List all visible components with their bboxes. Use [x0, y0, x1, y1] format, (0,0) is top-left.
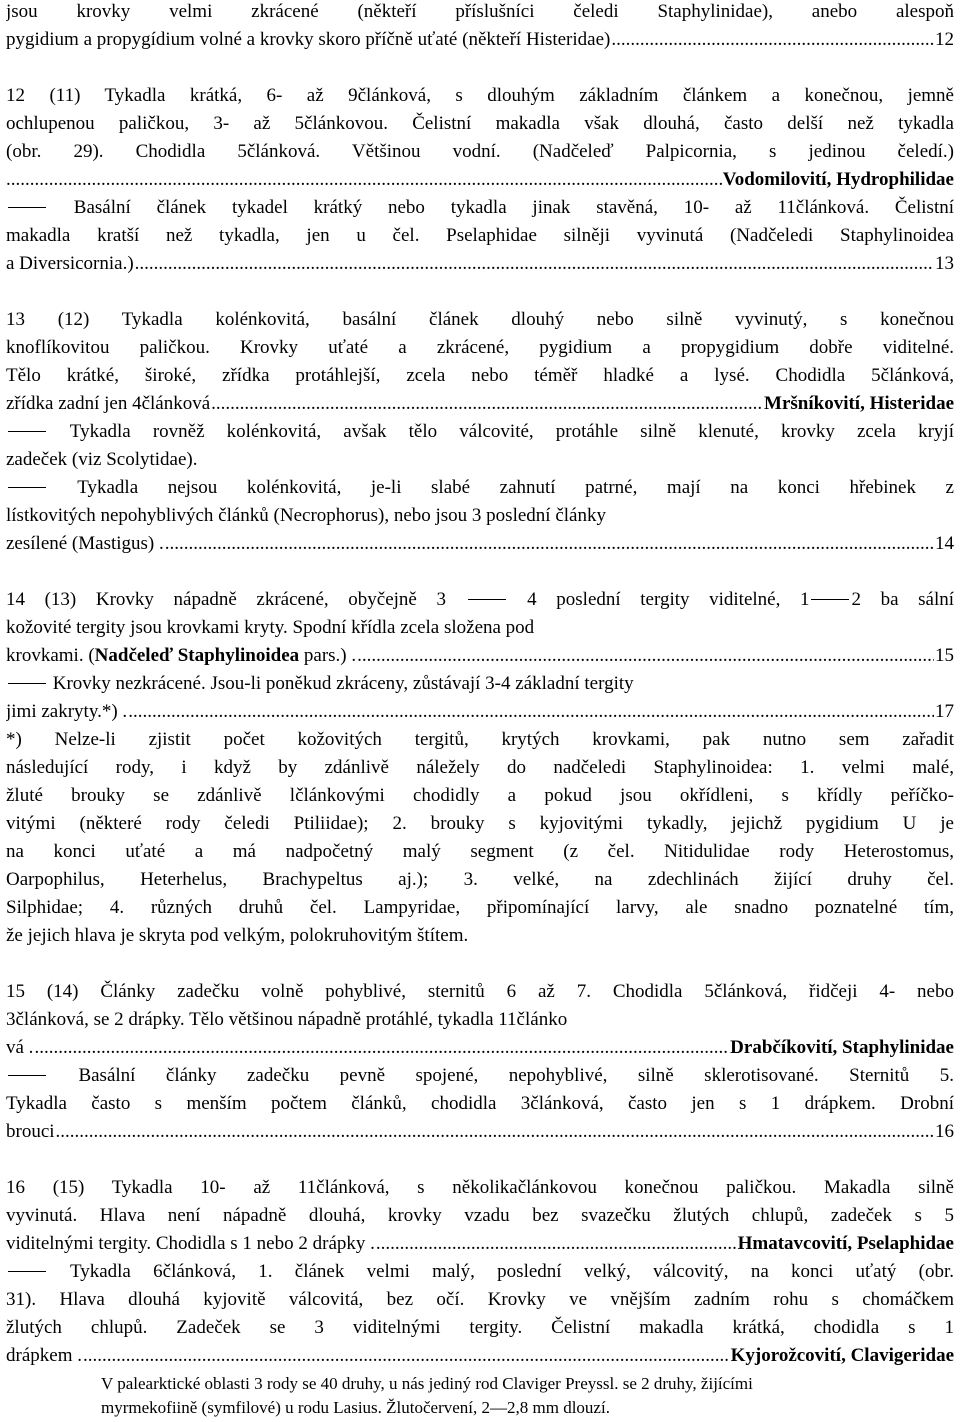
text-line: žlutých chlupů. Zadeček se 3 viditelnými tergity. Čelistní makadla krátká, chodidla s 1 [6, 1317, 954, 1338]
dash-mark [8, 487, 46, 488]
text-line: zadeček (viz Scolytidae). [6, 449, 198, 470]
text-line: Krovky nezkrácené. Jsou-li poněkud zkráceny, zůstávají 3-4 základní tergity [6, 670, 954, 698]
key-line: pygidium a propygídium volné a krovky skoro příčně uťaté (někteří Histeridae) ..... 12 [6, 26, 954, 54]
dash-mark [468, 599, 506, 600]
text-line: Tělo krátké, široké, zřídka protáhlejší, zcela nebo téměř hladké a lysé. Chodidla 5článková, [6, 365, 954, 386]
text-line: vyvinutá. Hlava není nápadně dlouhá, krovky vzadu bez svazečku žlutých chlupů, zadeček s 5 [6, 1205, 954, 1226]
text-line: že jejich hlava je skryta pod velkým, polokruhovitým štítem. [6, 925, 469, 946]
couplet-reference: 16 [935, 1121, 954, 1142]
text-line: vitými (některé rody čeledi Ptiliidae); 2. brouky s kyjovitými tykadly, jejichž pygidium U je [6, 813, 954, 834]
key-line: vá . ..... Drabčíkovití, Staphylinidae [6, 1034, 954, 1062]
key-line: krovkami. ( Nadčeleď Staphylinoidea pars.) . ..... 15 [6, 642, 954, 670]
couplet-15: 15 (14) Články zadečku volně pohyblivé, sternitů 6 až 7. Chodidla 5článková, řidčeji 4- nebo [6, 981, 954, 1002]
text-line: Tykadla 6článková, 1. článek velmi malý, poslední velký, válcovitý, na konci uťatý (obr. [6, 1258, 954, 1286]
couplet-reference: 17 [935, 701, 954, 722]
footnote-text: *) Nelze-li zjistit počet kožovitých tergitů, krytých krovkami, pak nutno sem zařadit [6, 729, 954, 750]
text-line: Basální články zadečku pevně spojené, nepohyblivé, silně sklerotisované. Sternitů 5. [6, 1062, 954, 1090]
dash-mark [8, 1075, 46, 1076]
text-line: Tykadla rovněž kolénkovitá, avšak tělo válcovité, protáhle silně klenuté, krovky zcela kryjí [6, 418, 954, 446]
couplet-reference: 15 [935, 645, 954, 666]
text-line: (obr. 29). Chodidla 5článková. Většinou vodní. (Nadčeleď Palpicornia, s jedinou čeledí.) [6, 141, 954, 162]
text-line: na konci uťaté a má nadpočetný malý segment (z čel. Nitidulidae rody Heterostomus, [6, 841, 954, 862]
family-name: Mršníkovití, Histeridae [764, 393, 954, 414]
text-line: ochlupenou paličkou, 3- až 5článkovou. Čelistní makadla však dlouhá, často delší než tykadla [6, 113, 954, 134]
note-line: myrmekofiině (symfilové) u rodu Lasius. Žlutočervení, 2—2,8 mm dlouzí. [101, 1398, 610, 1417]
key-line: brouci ..... 16 [6, 1118, 954, 1146]
text-line: Basální článek tykadel krátký nebo tykadla jinak stavěná, 10- až 11článková. Čelistní [6, 194, 954, 222]
text-line: Oarpophilus, Heterhelus, Brachypeltus aj.); 3. velké, na zdechlinách žijící druhy čel. [6, 869, 954, 890]
dash-mark [8, 207, 46, 208]
text-line: jsou krovky velmi zkrácené (někteří příslušníci čeledi Staphylinidae), anebo alespoň [6, 1, 954, 22]
couplet-16: 16 (15) Tykadla 10- až 11článková, s několikačlánkovou konečnou paličkou. Makadla silně [6, 1177, 954, 1198]
couplet-reference: 14 [935, 533, 954, 554]
couplet-reference: 13 [935, 253, 954, 274]
text-line: kožovité tergity jsou krovkami kryty. Spodní křídla zcela složena pod [6, 617, 535, 638]
text-line: Silphidae; 4. různých druhů čel. Lampyridae, připomínající larvy, ale snadno poznatelné tím, [6, 897, 954, 918]
family-name: Vodomilovití, Hydrophilidae [722, 169, 954, 190]
key-line: drápkem . ..... Kyjorožcovití, Clavigeridae [6, 1342, 954, 1370]
key-line [6, 166, 954, 194]
couplet-12: 12 (11) Tykadla krátká, 6- až 9článková, s dlouhým základním článkem a konečnou, jemně [6, 85, 954, 106]
family-name: Kyjorožcovití, Clavigeridae [730, 1345, 954, 1366]
couplet-13: 13 (12) Tykadla kolénkovitá, basální článek dlouhý nebo silně vyvinutý, s konečnou [6, 309, 954, 330]
key-line: zřídka zadní jen 4článková ..... Mršníkovití, Histeridae [6, 390, 954, 418]
dash-mark [811, 599, 849, 600]
text-line: knoflíkovitou paličkou. Krovky uťaté a zkrácené, pygidium a propygidium dobře viditelné. [6, 337, 954, 358]
note-line: V palearktické oblasti 3 rody se 40 druhy, u nás jediný rod Claviger Preyssl. se 2 druhy, žijícími [101, 1374, 753, 1393]
couplet-reference: 12 [935, 29, 954, 50]
family-name: Drabčíkovití, Staphylinidae [730, 1037, 954, 1058]
dash-mark [8, 1271, 46, 1272]
dash-mark [8, 431, 46, 432]
couplet-14: 14 (13) Krovky nápadně zkrácené, obyčejně 3 4 poslední tergity viditelné, 1 2 ba sální [6, 589, 954, 610]
text-line: makadla kratší než tykadla, jen u čel. Pselaphidae silněji vyvinutá (Nadčeledi Staphylinoidea [6, 225, 954, 246]
key-line: jimi zakryty.*) . ..... 17 [6, 698, 954, 726]
text-line: žluté brouky se zdánlivě lčlánkovými chodidly a pokud jsou okřídleni, s křídly peříčko- [6, 785, 954, 806]
family-name: Hmatavcovití, Pselaphidae [737, 1233, 954, 1254]
text-line: 3článková, se 2 drápky. Tělo většinou nápadně protáhlé, tykadla 11článko [6, 1009, 568, 1030]
text-line: Tykadla často s menším počtem článků, chodidla 3článková, často jen s 1 drápkem. Drobní [6, 1093, 954, 1114]
key-line: a Diversicornia.) ..... 13 [6, 250, 954, 278]
text-line: následující rody, i když by zdánlivě náležely do nadčeledi Staphylinoidea: 1. velmi malé, [6, 757, 954, 778]
key-line: viditelnými tergity. Chodidla s 1 nebo 2 drápky . ..... Hmatavcovití, Pselaphidae [6, 1230, 954, 1258]
text-line: Tykadla nejsou kolénkovitá, je-li slabé zahnutí patrné, mají na konci hřebinek z [6, 474, 954, 502]
key-line: zesílené (Mastigus) . ..... 14 [6, 530, 954, 558]
dash-mark [8, 683, 46, 684]
text-line: 31). Hlava dlouhá kyjovitě válcovitá, bez očí. Krovky ve vnějším zadním rohu s chomáčkem [6, 1289, 954, 1310]
text-line: lístkovitých nepohyblivých článků (Necrophorus), nebo jsou 3 poslední články [6, 505, 606, 526]
